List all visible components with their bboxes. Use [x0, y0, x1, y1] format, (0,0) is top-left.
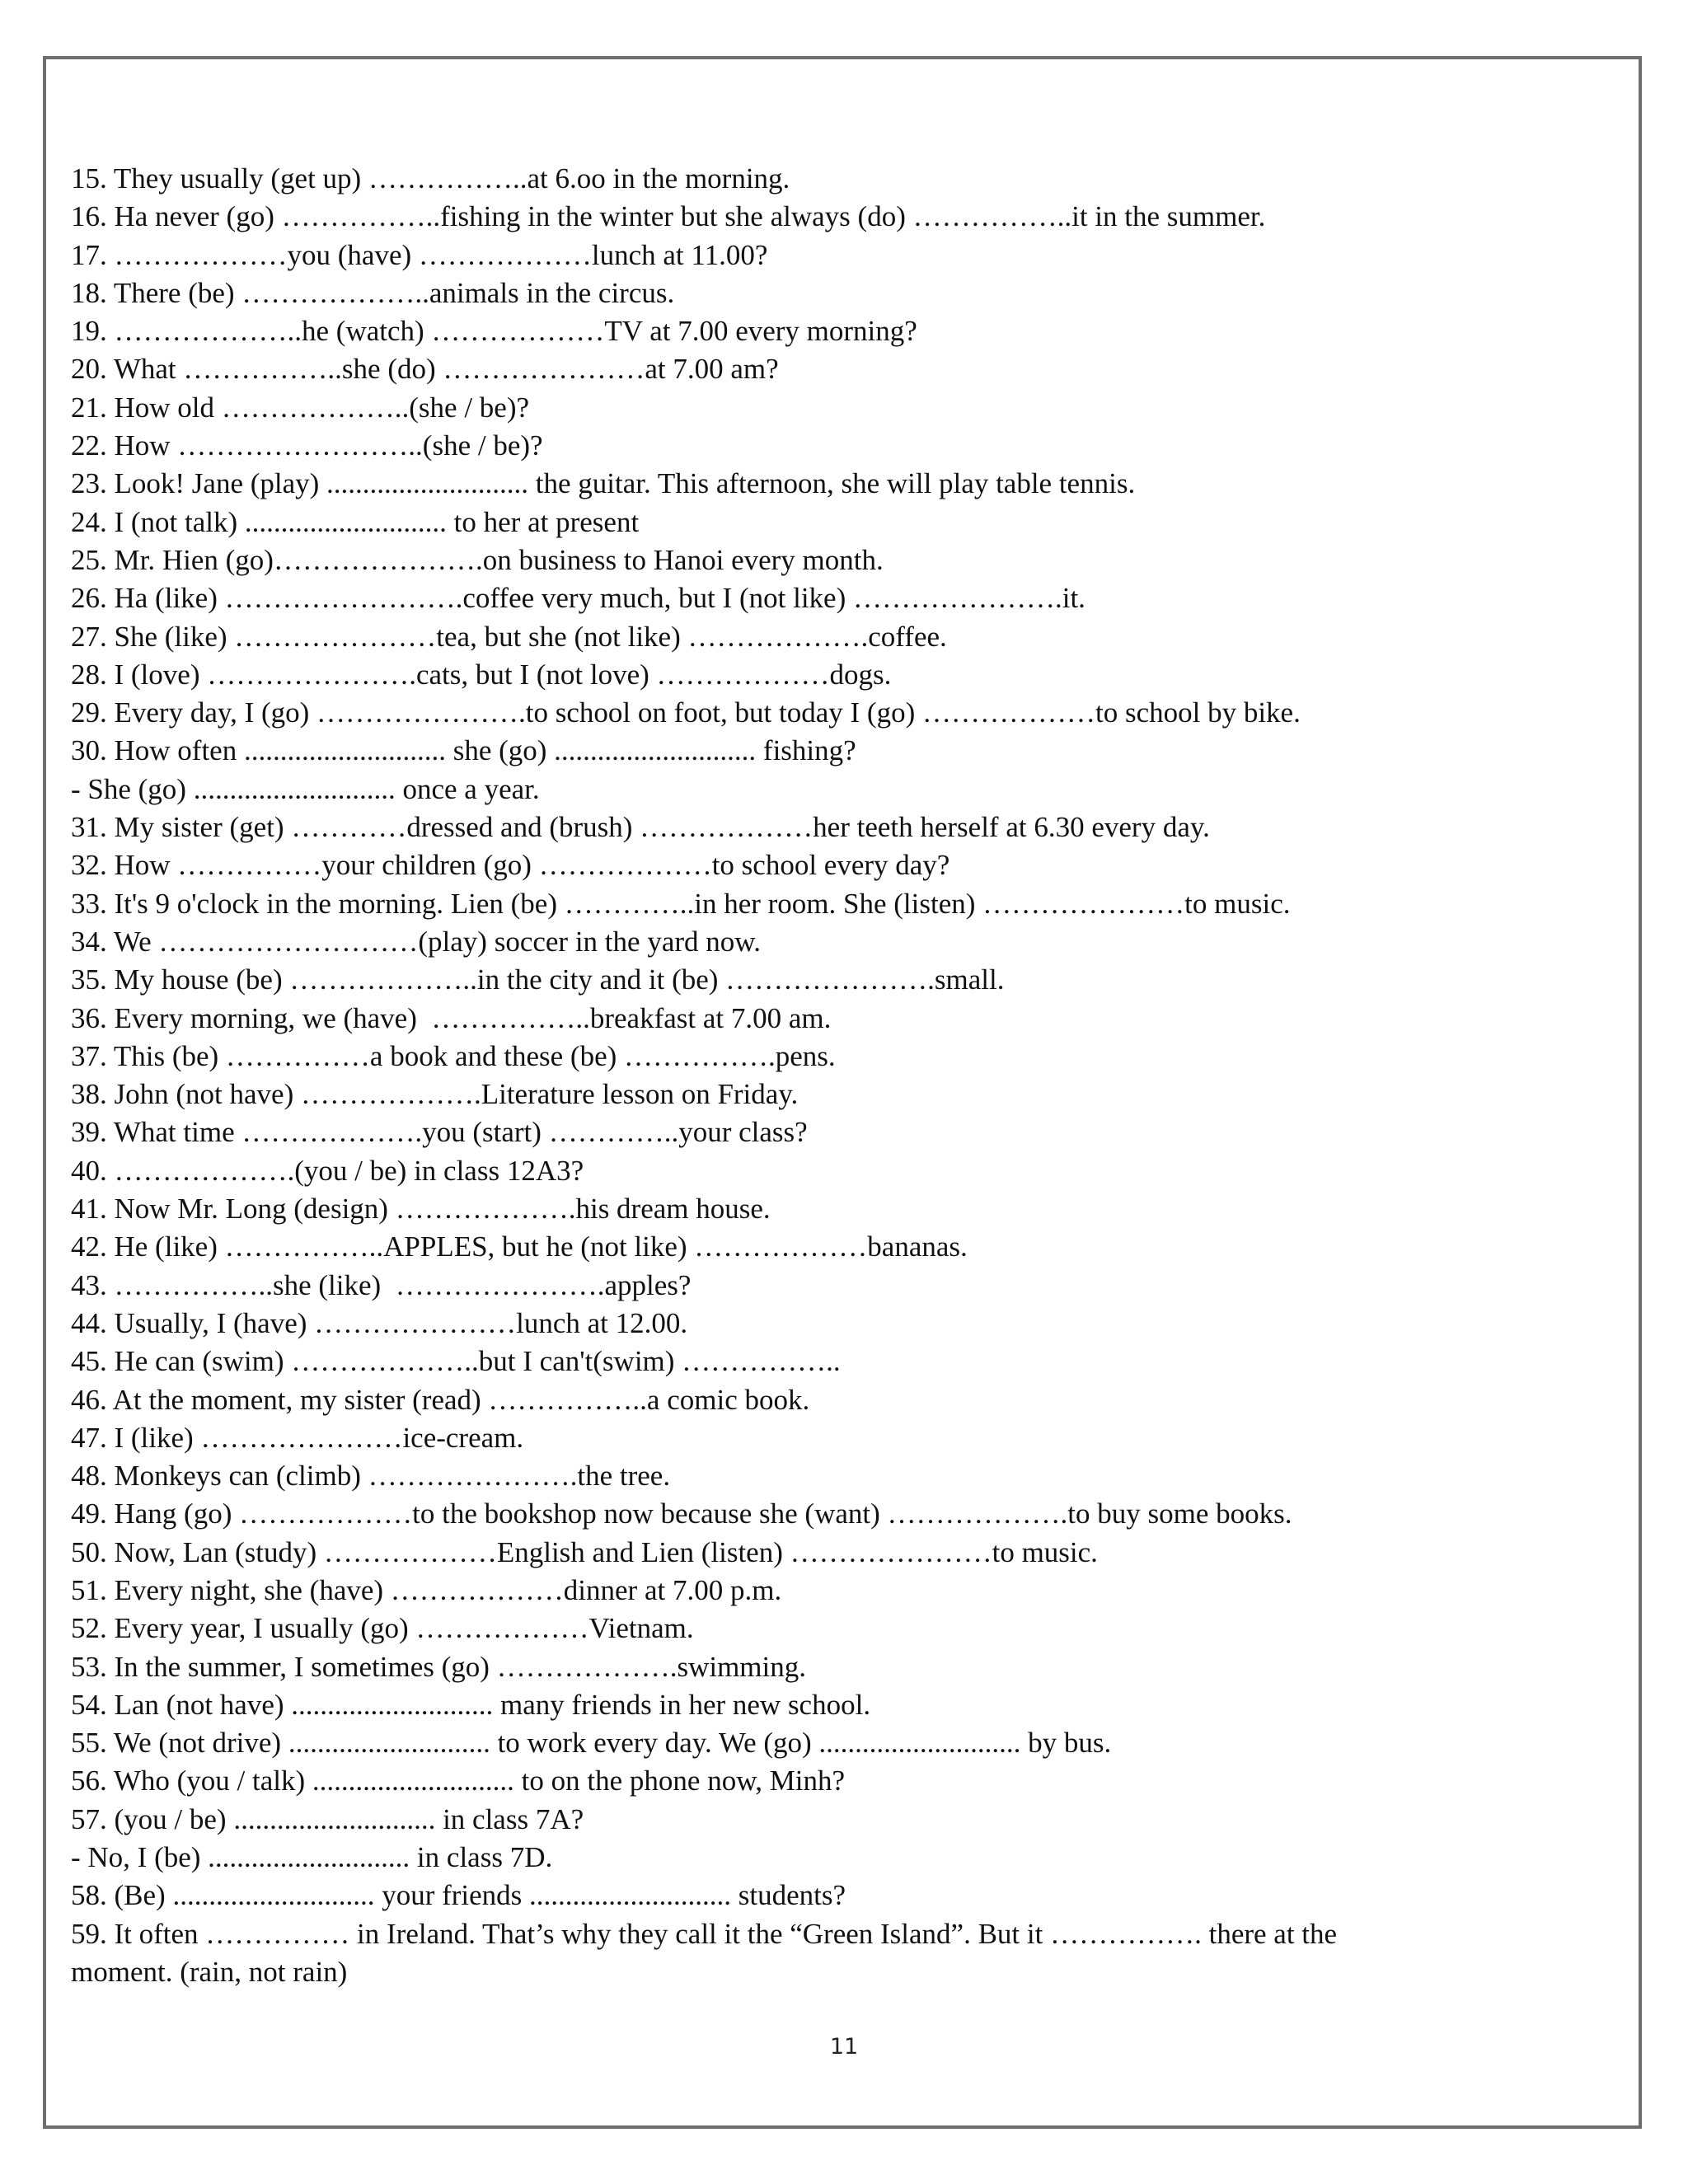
- exercise-line: - No, I (be) ............................ in class 7D.: [71, 1841, 553, 1874]
- exercise-line: 27. She (like) …………………tea, but she (not like) ……………….coffee.: [71, 620, 947, 653]
- exercise-line: 44. Usually, I (have) …………………lunch at 12.00.: [71, 1306, 688, 1339]
- exercise-line: 38. John (not have) ……………….Literature lesson on Friday.: [71, 1078, 799, 1111]
- exercise-line: 58. (Be) ............................ your friends ............................ students?: [71, 1879, 846, 1912]
- exercise-line: 40. ……………….(you / be) in class 12A3?: [71, 1154, 584, 1187]
- exercise-line: 49. Hang (go) ………………to the bookshop now because she (want) ……………….to buy some books.: [71, 1497, 1292, 1530]
- exercise-line: 56. Who (you / talk) ............................ to on the phone now, Minh?: [71, 1765, 846, 1797]
- exercise-line: 32. How ……………your children (go) ………………to school every day?: [71, 849, 950, 882]
- exercise-line: 29. Every day, I (go) ………………….to school on foot, but today I (go) ………………to school by bike.: [71, 696, 1301, 729]
- exercise-line: 39. What time ……………….you (start) …………..your class?: [71, 1116, 808, 1149]
- exercise-line: 19. ………………..he (watch) ………………TV at 7.00 every morning?: [71, 315, 917, 348]
- exercise-line: 41. Now Mr. Long (design) ……………….his dream house.: [71, 1193, 771, 1226]
- exercise-line: 46. At the moment, my sister (read) ……………..a comic book.: [71, 1383, 810, 1416]
- exercise-line: 17. ………………you (have) ………………lunch at 11.00?: [71, 238, 768, 271]
- exercise-line: 45. He can (swim) ………………..but I can't(swim) ……………..: [71, 1345, 841, 1378]
- exercise-line: 20. What ……………..she (do) …………………at 7.00 am?: [71, 353, 779, 386]
- exercise-line: 55. We (not drive) ............................ to work every day. We (go) ............................ by bus.: [71, 1727, 1112, 1760]
- exercise-line: 50. Now, Lan (study) ………………English and Lien (listen) …………………to music.: [71, 1535, 1098, 1568]
- exercise-line: 31. My sister (get) …………dressed and (brush) ………………her teeth herself at 6.30 every day.: [71, 811, 1210, 844]
- exercise-list: [71, 160, 1620, 1991]
- exercise-line: 52. Every year, I usually (go) ………………Vietnam.: [71, 1612, 694, 1645]
- exercise-line: - She (go) ............................ once a year.: [71, 772, 540, 805]
- exercise-line: 43. ……………..she (like) ………………….apples?: [71, 1268, 692, 1301]
- exercise-line: 21. How old ………………..(she / be)?: [71, 391, 530, 424]
- exercise-line: 35. My house (be) ………………..in the city and it (be) ………………….small.: [71, 963, 1005, 996]
- exercise-line: 54. Lan (not have) ............................ many friends in her new school.: [71, 1688, 871, 1721]
- exercise-line: 33. It's 9 o'clock in the morning. Lien (be) …………..in her room. She (listen) …………………to music.: [71, 887, 1291, 920]
- exercise-line: 26. Ha (like) …………………….coffee very much, but I (not like) ………………….it.: [71, 582, 1085, 615]
- exercise-line: 51. Every night, she (have) ………………dinner at 7.00 p.m.: [71, 1573, 782, 1606]
- exercise-line: 42. He (like) ……………..APPLES, but he (not like) ………………bananas.: [71, 1230, 968, 1263]
- exercise-line: 18. There (be) ………………..animals in the circus.: [71, 276, 675, 309]
- exercise-line: 25. Mr. Hien (go)………………….on business to Hanoi every month.: [71, 543, 884, 576]
- page-number: 11: [829, 2034, 859, 2060]
- exercise-line: 16. Ha never (go) ……………..fishing in the winter but she always (do) ……………..it in the summer.: [71, 200, 1266, 233]
- exercise-line: 23. Look! Jane (play) ............................ the guitar. This afternoon, she will play table tennis.: [71, 467, 1136, 500]
- exercise-line: 53. In the summer, I sometimes (go) ……………….swimming.: [71, 1650, 806, 1683]
- exercise-line: 48. Monkeys can (climb) ………………….the tree.: [71, 1460, 671, 1493]
- exercise-line: 22. How ……………………..(she / be)?: [71, 429, 543, 462]
- exercise-line: 36. Every morning, we (have) ……………..breakfast at 7.00 am.: [71, 1001, 832, 1034]
- exercise-line: 34. We ………………………(play) soccer in the yard now.: [71, 925, 762, 958]
- exercise-line: 59. It often …………… in Ireland. That’s why they call it the “Green Island”. But it ……………. there at the: [71, 1917, 1338, 1950]
- exercise-line: 28. I (love) ………………….cats, but I (not love) ………………dogs.: [71, 658, 892, 691]
- exercise-line: 47. I (like) …………………ice-cream.: [71, 1421, 524, 1454]
- exercise-line: moment. (rain, not rain): [71, 1955, 348, 1988]
- exercise-line: 30. How often ............................ she (go) ............................ fishing?: [71, 734, 856, 767]
- exercise-line: 37. This (be) ……………a book and these (be) …………….pens.: [71, 1039, 836, 1072]
- exercise-line: 24. I (not talk) ............................ to her at present: [71, 505, 640, 538]
- exercise-line: 15. They usually (get up) ……………..at 6.oo in the morning.: [71, 162, 790, 194]
- exercise-line: 57. (you / be) ............................ in class 7A?: [71, 1802, 584, 1835]
